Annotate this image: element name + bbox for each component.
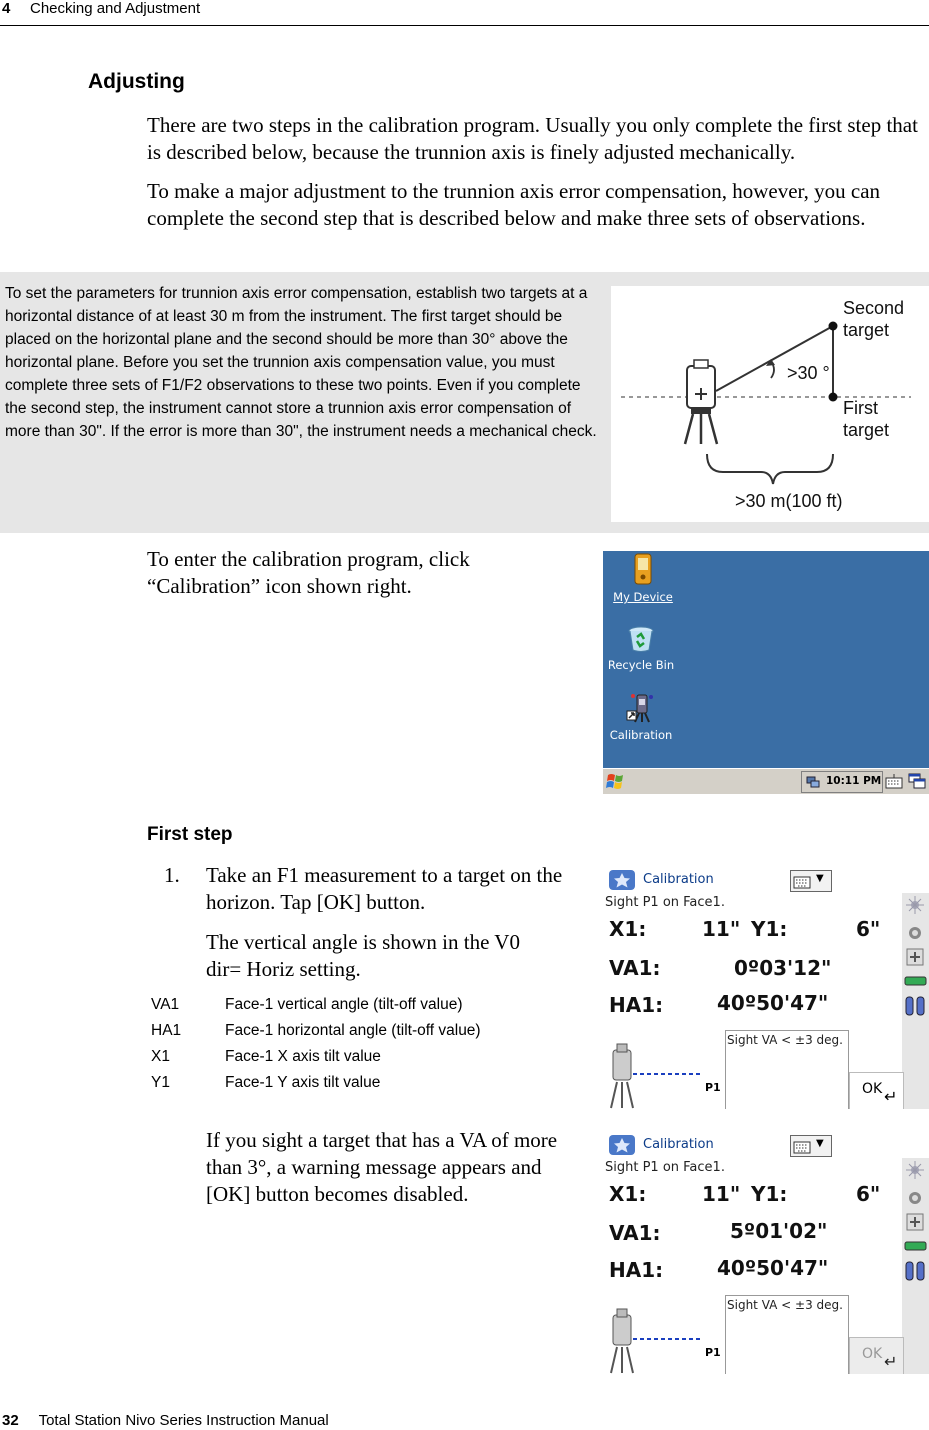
va1-label: VA1:	[609, 956, 661, 980]
second-target-label-1: Second	[843, 298, 905, 318]
angle-label: >30 °	[787, 363, 830, 383]
warning-text: If you sight a target that has a VA of more than 3°, a warning message appears and [OK] button becomes disabled.	[206, 1128, 558, 1206]
ok-button[interactable]	[849, 1072, 904, 1109]
ok-label: OK	[862, 1346, 883, 1362]
desktop-screenshot	[603, 551, 929, 794]
enter-icon: ↵	[884, 1087, 898, 1106]
recycle-bin-icon	[626, 623, 656, 653]
x1-value: 11"	[702, 917, 741, 941]
first-target-label-2: target	[843, 420, 890, 440]
first-step-heading: First step	[147, 824, 233, 845]
enter-icon: ↵	[884, 1352, 898, 1371]
definition-value: Face-1 X axis tilt value	[225, 1048, 381, 1065]
va1-value: 0º03'12"	[734, 956, 832, 980]
calibration-icon	[625, 691, 657, 723]
sight-diagram-svg	[603, 1295, 724, 1374]
chapter-number: 4	[2, 0, 11, 17]
calibration-screen-ok-disabled	[603, 1132, 929, 1374]
second-target-dot	[829, 322, 838, 331]
distance-brace	[707, 454, 833, 484]
manual-title: Total Station Nivo Series Instruction Manual	[38, 1412, 329, 1429]
recycle-bin-label: Recycle Bin	[607, 658, 675, 672]
battery-icon[interactable]	[906, 1262, 924, 1280]
distance-label: >30 m(100 ft)	[735, 491, 843, 511]
x1-label: X1:	[609, 917, 647, 941]
system-tray	[801, 771, 883, 793]
desktop-icon-calibration[interactable]	[603, 691, 681, 742]
sight-instruction: Sight P1 on Face1.	[605, 1160, 725, 1175]
window-title: Calibration	[643, 1137, 714, 1152]
chapter-title: Checking and Adjustment	[30, 0, 201, 17]
y1-value: 6"	[856, 917, 881, 941]
section-heading: Adjusting	[88, 70, 185, 93]
battery-icon[interactable]	[906, 997, 924, 1015]
chevron-down-icon: ▼	[816, 1138, 824, 1149]
laser-icon[interactable]	[906, 896, 924, 914]
ok-button-disabled	[849, 1337, 904, 1374]
note-text: To set the parameters for trunnion axis error compensation, establish two targets at a horizontal distance of at least 30 m from the instrument. The first target should be placed on the horizontal plane and the second should be more than 30° above the horizontal plane. Before you set the trunnion axis compensation value, you must complete three sets of F1/F2 observations to these two points. Even if you complete the second step, the instrument cannot store a trunnion axis error compensation of more than 30". If the error is more than 30", the instrument needs a mechanical check.	[5, 285, 597, 440]
page-header	[0, 0, 929, 26]
ok-label: OK	[862, 1081, 883, 1097]
target-icon[interactable]	[909, 1192, 921, 1204]
step-1-text: Take an F1 measurement to a target on the horizon. Tap [OK] button.	[206, 863, 563, 914]
keyboard-icon	[792, 1137, 812, 1155]
definition-value: Face-1 Y axis tilt value	[225, 1074, 381, 1091]
calibration-screen-ok-enabled	[603, 867, 929, 1109]
instrument-icon	[685, 360, 717, 444]
chevron-down-icon: ▼	[816, 873, 824, 884]
app-logo-icon	[608, 1134, 636, 1156]
first-target-dot	[829, 393, 838, 402]
hint-text: Sight VA < ±3 deg.	[727, 1298, 843, 1312]
point-label: P1	[705, 1346, 721, 1359]
windows-flag-icon	[606, 772, 626, 791]
definition-value: Face-1 vertical angle (tilt-off value)	[225, 996, 463, 1013]
desktop-icon-recycle-bin[interactable]	[603, 623, 681, 672]
definition-key: Y1	[151, 1074, 170, 1091]
keyboard-icon	[792, 872, 812, 890]
ha1-value: 40º50'47"	[717, 1256, 829, 1280]
definition-value: Face-1 horizontal angle (tilt-off value)	[225, 1022, 481, 1039]
plus-icon[interactable]	[907, 949, 923, 965]
windows-switch-icon[interactable]	[908, 773, 926, 789]
network-icon[interactable]	[806, 775, 820, 789]
target-icon[interactable]	[909, 927, 921, 939]
side-toolbar-icons	[902, 1158, 929, 1374]
second-target-label-2: target	[843, 320, 890, 340]
hint-text: Sight VA < ±3 deg.	[727, 1033, 843, 1047]
page-number: 32	[2, 1412, 19, 1429]
input-panel-button[interactable]	[790, 870, 832, 892]
my-device-icon	[632, 553, 654, 585]
sight-diagram	[603, 1030, 724, 1109]
side-toolbar	[902, 893, 929, 1109]
step-number: 1.	[164, 863, 180, 887]
title-bar	[603, 867, 929, 893]
sight-diagram	[603, 1295, 724, 1374]
side-toolbar-icons	[902, 893, 929, 1109]
va1-value: 5º01'02"	[730, 1219, 828, 1243]
window-title: Calibration	[643, 872, 714, 887]
definitions-list	[151, 996, 591, 1096]
enter-calibration-text: To enter the calibration program, click “Calibration” icon shown right.	[147, 547, 470, 598]
clock[interactable]: 10:11 PM	[826, 775, 882, 787]
va1-label: VA1:	[609, 1221, 661, 1245]
vertical-angle-note: The vertical angle is shown in the V0 dir= Horiz setting.	[206, 930, 520, 981]
y1-label: Y1:	[751, 917, 788, 941]
input-panel-button[interactable]	[790, 1135, 832, 1157]
sight-instruction: Sight P1 on Face1.	[605, 895, 725, 910]
level-icon[interactable]	[905, 977, 926, 985]
target-diagram-svg	[611, 286, 929, 522]
level-icon[interactable]	[905, 1242, 926, 1250]
start-button[interactable]	[606, 772, 626, 791]
app-logo-icon	[608, 869, 636, 891]
y1-value: 6"	[856, 1182, 881, 1206]
title-bar	[603, 1132, 929, 1158]
definition-key: HA1	[151, 1022, 182, 1039]
target-diagram	[611, 286, 929, 522]
taskbar	[603, 768, 929, 794]
page-footer	[2, 1412, 329, 1429]
x1-label: X1:	[609, 1182, 647, 1206]
ha1-label: HA1:	[609, 1258, 664, 1282]
my-device-label: My Device	[613, 590, 673, 604]
keyboard-icon[interactable]	[885, 773, 903, 789]
laser-icon[interactable]	[906, 1161, 924, 1179]
definition-key: X1	[151, 1048, 170, 1065]
side-toolbar	[902, 1158, 929, 1374]
definition-key: VA1	[151, 996, 180, 1013]
plus-icon[interactable]	[907, 1214, 923, 1230]
ha1-label: HA1:	[609, 993, 664, 1017]
intro-paragraph: There are two steps in the calibration program. Usually you only complete the first step that is described below, because the trunnion axis is finely adjusted mechanically.	[147, 113, 918, 164]
desktop-icon-my-device[interactable]	[603, 553, 683, 604]
calibration-label: Calibration	[609, 728, 673, 742]
first-target-label-1: First	[843, 398, 878, 418]
y1-label: Y1:	[751, 1182, 788, 1206]
point-label: P1	[705, 1081, 721, 1094]
x1-value: 11"	[702, 1182, 741, 1206]
sight-diagram-svg	[603, 1030, 724, 1109]
major-adjustment-paragraph: To make a major adjustment to the trunnion axis error compensation, however, you can complete the second step that is described below and make three sets of observations.	[147, 179, 881, 230]
ha1-value: 40º50'47"	[717, 991, 829, 1015]
